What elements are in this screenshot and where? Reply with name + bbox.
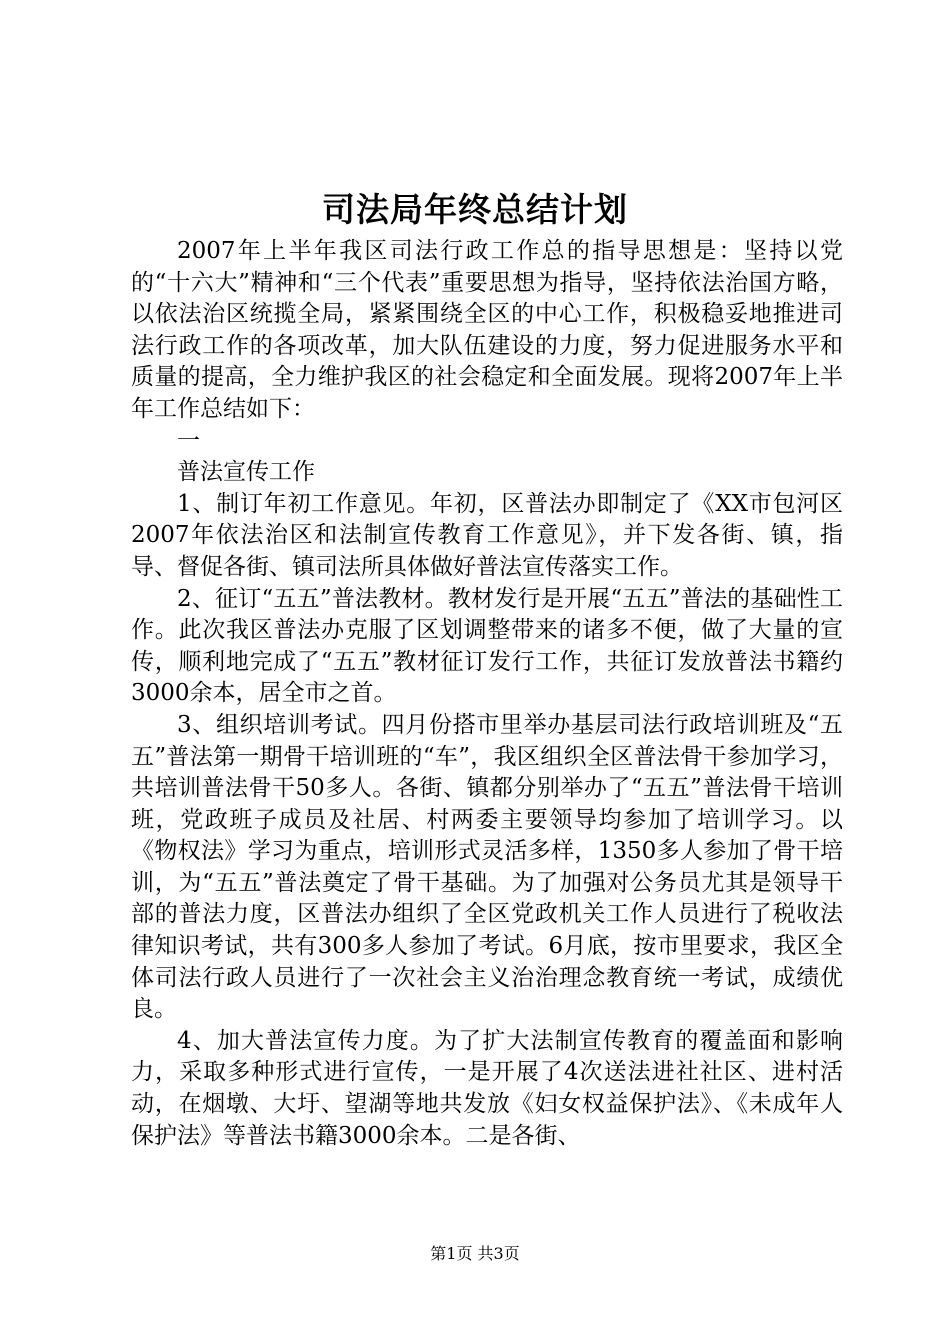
paragraph-item-3: 3、组织培训考试。四月份搭市里举办基层司法行政培训班及“五五”普法第一期骨干培训班的“车”，我区组织全区普法骨干参加学习，共培训普法骨干50多人。各街、镇都分别举办了“五五”普法骨干培训班，党政班子成员及社居、村两委主要领导均参加了培训学习。以《物权法》学习为重点，培训形式灵活多样，1350多人参加了骨干培训，为“五五”普法奠定了骨干基础。为了加强对公务员尤其是领导干部的普法力度，区普法办组织了全区党政机关工作人员进行了税收法律知识考试，共有300多人参加了考试。6月底，按市里要求，我区全体司法行政人员进行了一次社会主义治治理念教育统一考试，成绩优良。 <box>131 711 843 1023</box>
section-heading: 普法宣传工作 <box>177 459 315 486</box>
document-body <box>131 236 843 1152</box>
paragraph-item-4: 4、加大普法宣传力度。为了扩大法制宣传教育的覆盖面和影响力，采取多种形式进行宣传，一是开展了4次送法进社社区、进村活动，在烟墩、大圩、望湖等地共发放《妇女权益保护法》、《未成年人保护法》等普法书籍3000余本。二是各街、 <box>131 1027 843 1149</box>
document-title: 司法局年终总结计划 <box>322 190 628 229</box>
paragraph-item-1: 1、制订年初工作意见。年初，区普法办即制定了《XX市包河区2007年依法治区和法制宣传教育工作意见》，并下发各街、镇，指导、督促各街、镇司法所具体做好普法宣传落实工作。 <box>131 490 843 580</box>
page-footer: 第1页 共3页 <box>430 1244 520 1263</box>
paragraph-intro: 2007年上半年我区司法行政工作总的指导思想是：坚持以党的“十六大”精神和“三个代表”重要思想为指导，坚持依法治国方略，以依法治区统揽全局，紧紧围绕全区的中心工作，积极稳妥地推进司法行政工作的各项改革，加大队伍建设的力度，努力促进服务水平和质量的提高，全力维护我区的社会稳定和全面发展。现将2007年上半年工作总结如下： <box>131 238 843 422</box>
paragraph-item-2: 2、征订“五五”普法教材。教材发行是开展“五五”普法的基础性工作。此次我区普法办克服了区划调整带来的诸多不便，做了大量的宣传，顺利地完成了“五五”教材征订发行工作，共征订发放普法书籍约3000余本，居全市之首。 <box>131 585 843 707</box>
section-number: 一 <box>177 427 200 454</box>
